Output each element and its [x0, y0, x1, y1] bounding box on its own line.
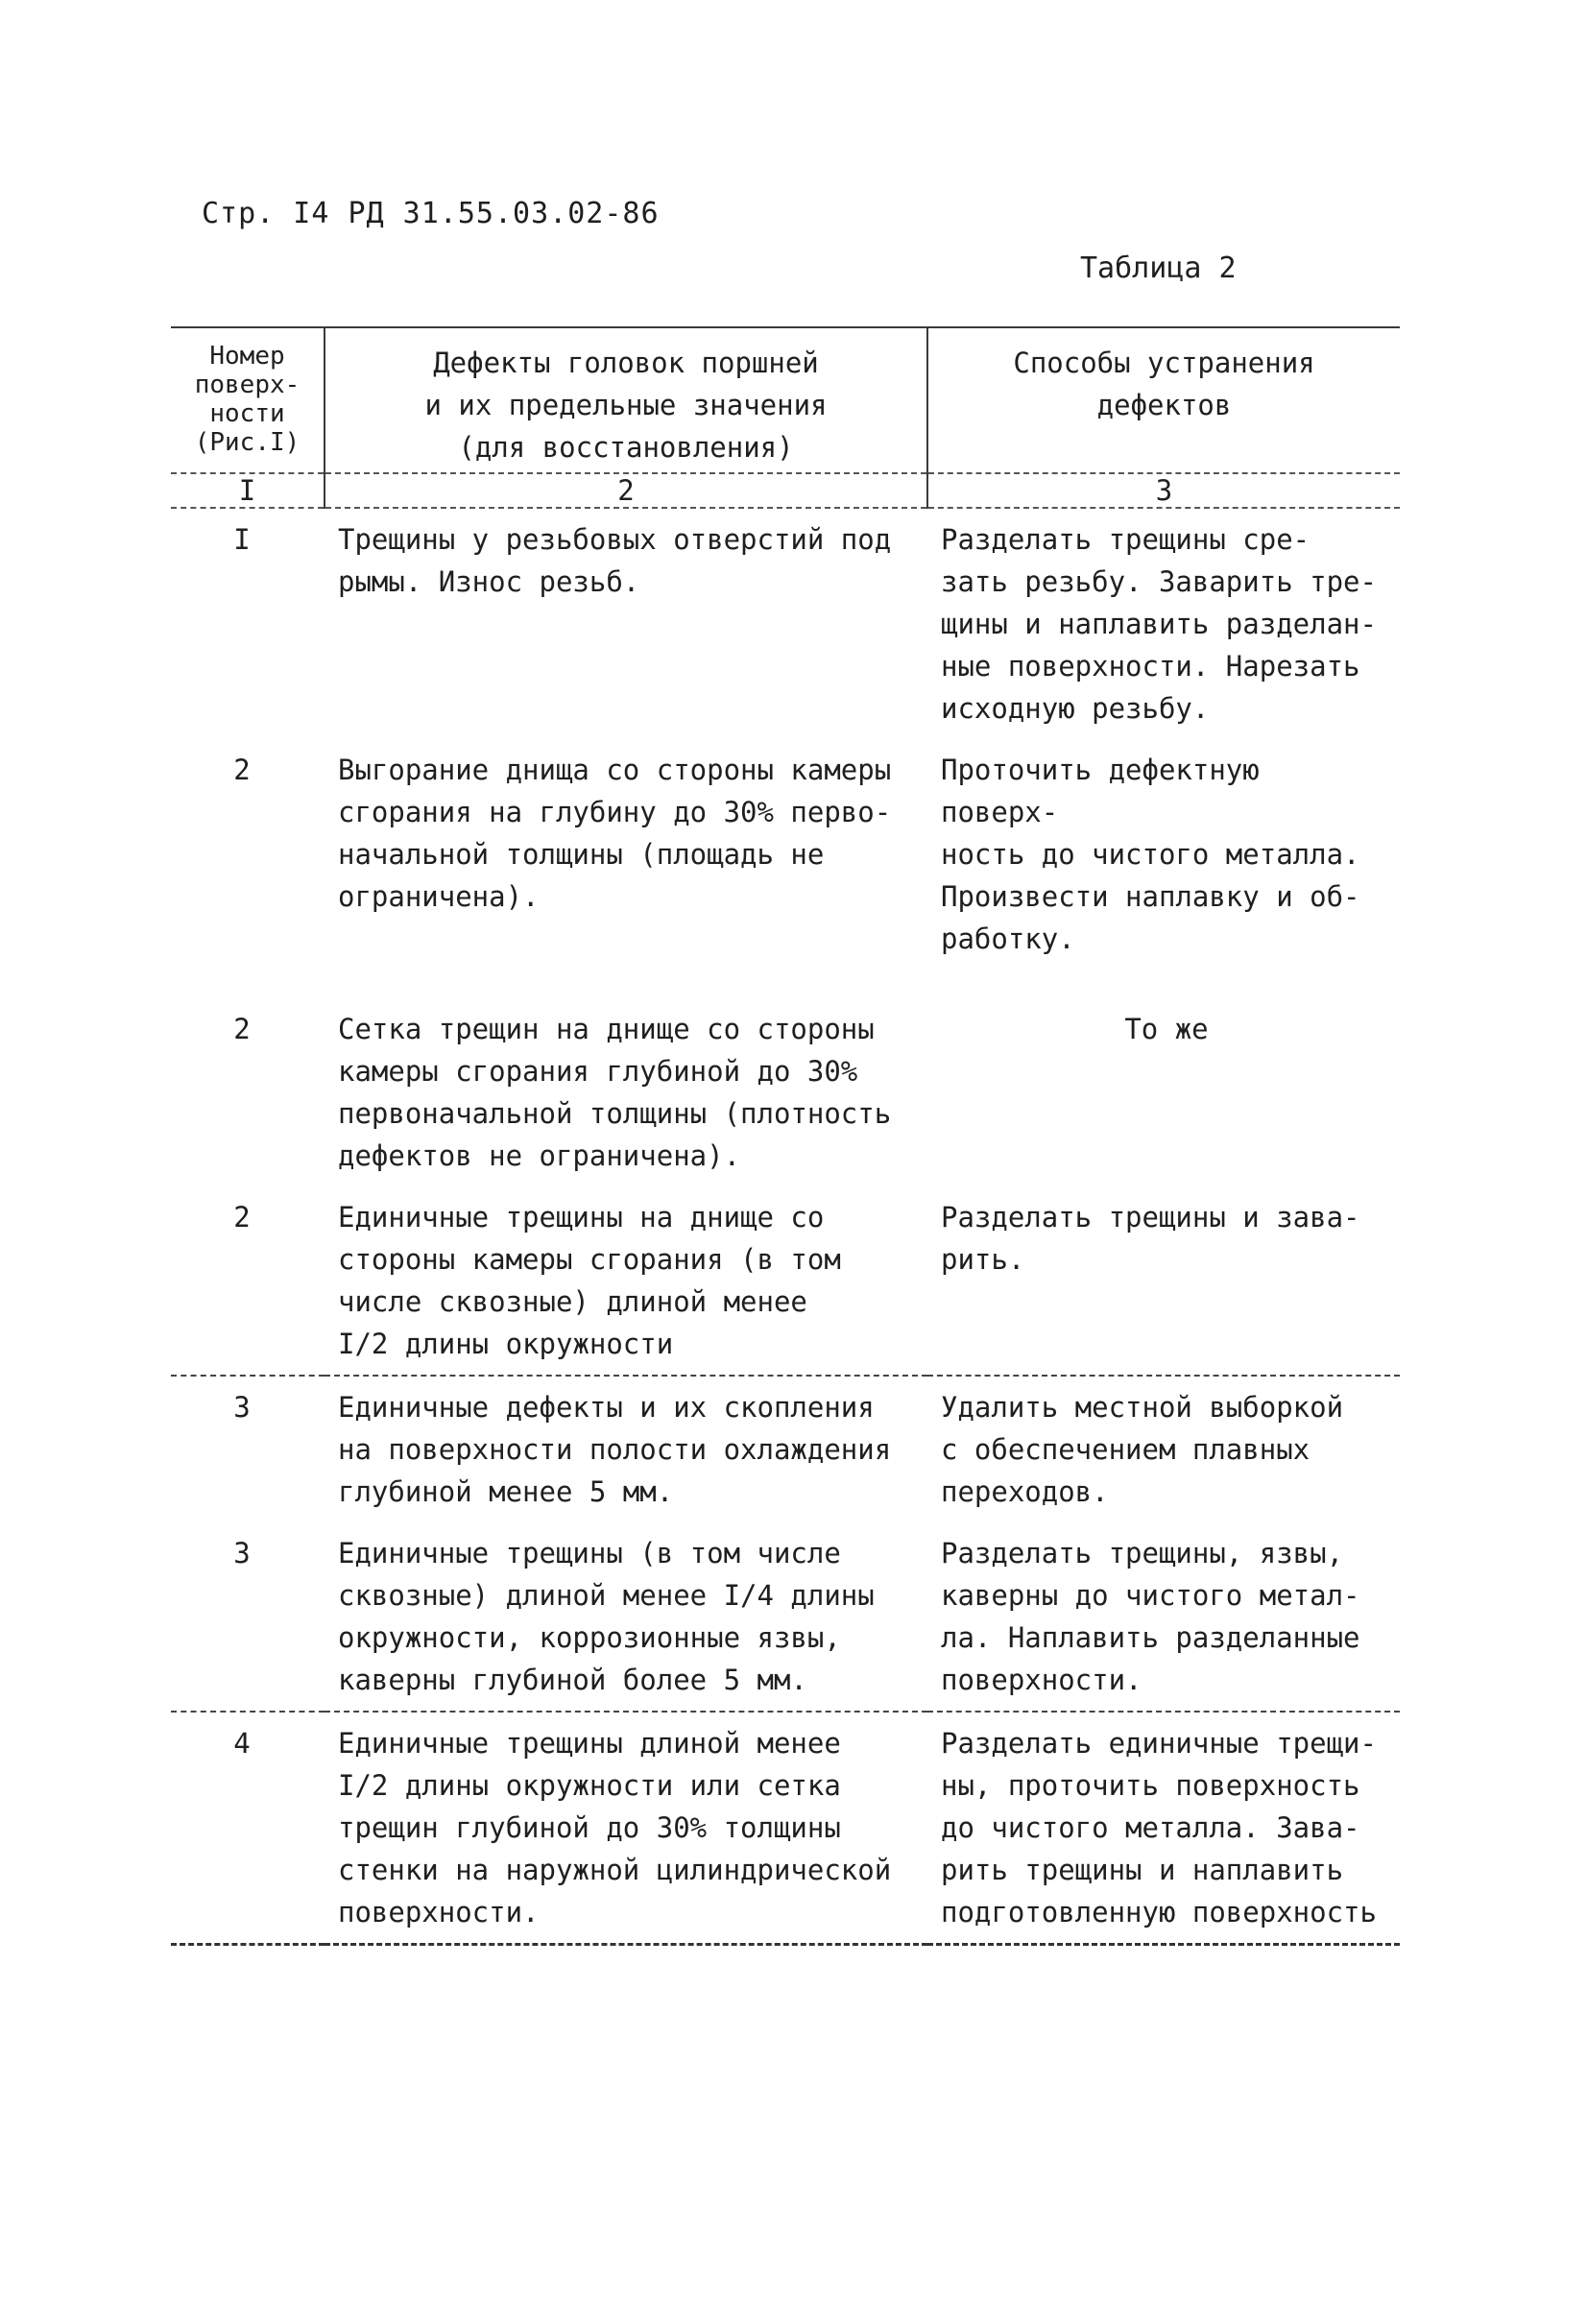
surface-number: 4	[171, 1712, 325, 1945]
defect-description: Единичные дефекты и их скопления на поверхности полости охлаждения глубиной менее 5 мм.	[338, 1391, 892, 1508]
defect-description: Единичные трещины на днище со стороны камеры сгорания (в том числе сквозные) длиной менее I/2 длины окружности	[325, 1186, 927, 1376]
table-row	[171, 998, 1400, 1186]
column-number: 2	[325, 473, 927, 508]
column-number-row	[171, 473, 1400, 508]
table-caption: Таблица 2	[1080, 252, 1237, 285]
table-row	[171, 739, 1400, 998]
defect-description: Сетка трещин на днище со стороны камеры сгорания глубиной до 30% первоначальной толщины (плотность дефектов не ограничена).	[338, 1013, 892, 1172]
table-row	[171, 1522, 1400, 1712]
surface-number: 2	[171, 1186, 325, 1376]
surface-number: I	[233, 523, 251, 556]
defect-description: Единичные трещины (в том числе сквозные) длиной менее I/4 длины окружности, коррозионные язвы, каверны глубиной более 5 мм.	[325, 1522, 927, 1712]
table-header-row	[171, 327, 1400, 473]
surface-number: 3	[233, 1391, 251, 1424]
column-number: 3	[927, 473, 1400, 508]
defect-description: Выгорание днища со стороны камеры сгорания на глубину до 30% перво- начальной толщины (площадь не ограничена).	[338, 754, 892, 913]
defects-table	[171, 326, 1400, 1946]
remedy-description: Проточить дефектную поверх- ность до чистого металла. Произвести наплавку и об- работку.	[941, 754, 1360, 955]
table-row	[171, 1186, 1400, 1376]
surface-number: 2	[233, 1013, 251, 1045]
column-header-surface: Номер поверх- ности (Рис.I)	[171, 327, 325, 473]
defect-description: Единичные трещины длиной менее I/2 длины окружности или сетка трещин глубиной до 30% толщины стенки на наружной цилиндрической поверхности.	[325, 1712, 927, 1945]
column-header-remedies: Способы устранения дефектов	[927, 327, 1400, 473]
remedy-description: Разделать трещины сре- зать резьбу. Заварить тре- щины и наплавить разделан- ные поверхности. Нарезать исходную резьбу.	[941, 523, 1377, 725]
surface-number: 2	[233, 754, 251, 786]
defect-description: Трещины у резьбовых отверстий под рымы. Износ резьб.	[338, 523, 892, 598]
remedy-description: Разделать трещины, язвы, каверны до чистого метал- ла. Наплавить разделанные поверхности.	[927, 1522, 1400, 1712]
table-row	[171, 508, 1400, 739]
page-header: Стр. I4 РД 31.55.03.02-86	[202, 197, 660, 230]
remedy-description: Разделать единичные трещи- ны, проточить поверхность до чистого металла. Зава- рить трещины и наплавить подготовленную поверхность	[927, 1712, 1400, 1945]
column-number: I	[171, 473, 325, 508]
table-row	[171, 1376, 1400, 1522]
remedy-description: То же	[1124, 1013, 1209, 1045]
column-header-defects: Дефекты головок поршней и их предельные значения (для восстановления)	[325, 327, 927, 473]
remedy-description: Удалить местной выборкой с обеспечением плавных переходов.	[941, 1391, 1344, 1508]
remedy-description: Разделать трещины и зава- рить.	[927, 1186, 1400, 1376]
surface-number: 3	[171, 1522, 325, 1712]
table-row	[171, 1712, 1400, 1945]
